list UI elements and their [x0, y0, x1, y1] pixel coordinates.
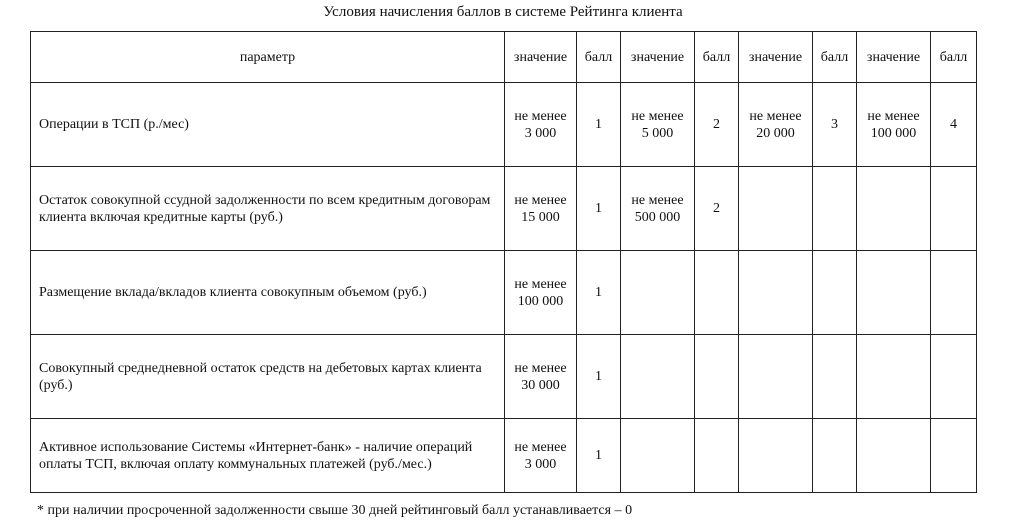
ball-cell [931, 335, 977, 419]
table-body [31, 83, 977, 493]
value-cell: не менее 3 000 [505, 419, 577, 493]
column-header-value: значение [857, 32, 931, 83]
value-cell: не менее 3 000 [505, 83, 577, 167]
column-header-value: значение [621, 32, 695, 83]
value-cell: не менее 5 000 [621, 83, 695, 167]
column-header-ball: балл [813, 32, 857, 83]
value-cell [857, 419, 931, 493]
column-header-value: значение [739, 32, 813, 83]
rating-conditions-table [30, 31, 977, 493]
column-header-parameter: параметр [31, 32, 505, 83]
value-cell [739, 419, 813, 493]
column-header-value: значение [505, 32, 577, 83]
value-cell [857, 167, 931, 251]
ball-cell: 4 [931, 83, 977, 167]
ball-cell: 2 [695, 167, 739, 251]
parameter-cell: Размещение вклада/вкладов клиента совокупным объемом (руб.) [31, 251, 505, 335]
parameter-cell: Совокупный среднедневной остаток средств на дебетовых картах клиента (руб.) [31, 335, 505, 419]
ball-cell [695, 251, 739, 335]
ball-cell: 1 [577, 83, 621, 167]
value-cell [857, 251, 931, 335]
parameter-cell: Активное использование Системы «Интернет-банк» - наличие операций оплаты ТСП, включая оплату коммунальных платежей (руб./мес.) [31, 419, 505, 493]
value-cell [621, 251, 695, 335]
table-header-row [31, 32, 977, 83]
column-header-ball: балл [577, 32, 621, 83]
ball-cell [695, 335, 739, 419]
ball-cell [813, 335, 857, 419]
ball-cell [813, 419, 857, 493]
ball-cell: 1 [577, 167, 621, 251]
ball-cell [695, 419, 739, 493]
document-title: Условия начисления баллов в системе Рейтинга клиента [323, 4, 683, 20]
value-cell: не менее 30 000 [505, 335, 577, 419]
ball-cell [813, 251, 857, 335]
value-cell: не менее 100 000 [857, 83, 931, 167]
ball-cell: 2 [695, 83, 739, 167]
ball-cell [931, 419, 977, 493]
table-row [31, 419, 977, 493]
ball-cell [813, 167, 857, 251]
value-cell: не менее 15 000 [505, 167, 577, 251]
value-cell: не менее 500 000 [621, 167, 695, 251]
table-row [31, 167, 977, 251]
table-row [31, 83, 977, 167]
value-cell: не менее 100 000 [505, 251, 577, 335]
value-cell [857, 335, 931, 419]
value-cell: не менее 20 000 [739, 83, 813, 167]
ball-cell: 3 [813, 83, 857, 167]
ball-cell [931, 251, 977, 335]
column-header-ball: балл [695, 32, 739, 83]
ball-cell [931, 167, 977, 251]
parameter-cell: Остаток совокупной ссудной задолженности по всем кредитным договорам клиента включая кредитные карты (руб.) [31, 167, 505, 251]
value-cell [621, 419, 695, 493]
ball-cell: 1 [577, 419, 621, 493]
column-header-ball: балл [931, 32, 977, 83]
ball-cell: 1 [577, 251, 621, 335]
parameter-cell: Операции в ТСП (р./мес) [31, 83, 505, 167]
value-cell [739, 335, 813, 419]
value-cell [739, 251, 813, 335]
footnote: * при наличии просроченной задолженности свыше 30 дней рейтинговый балл устанавливается – 0 [37, 503, 633, 518]
value-cell [739, 167, 813, 251]
table-row [31, 251, 977, 335]
value-cell [621, 335, 695, 419]
table-row [31, 335, 977, 419]
ball-cell: 1 [577, 335, 621, 419]
